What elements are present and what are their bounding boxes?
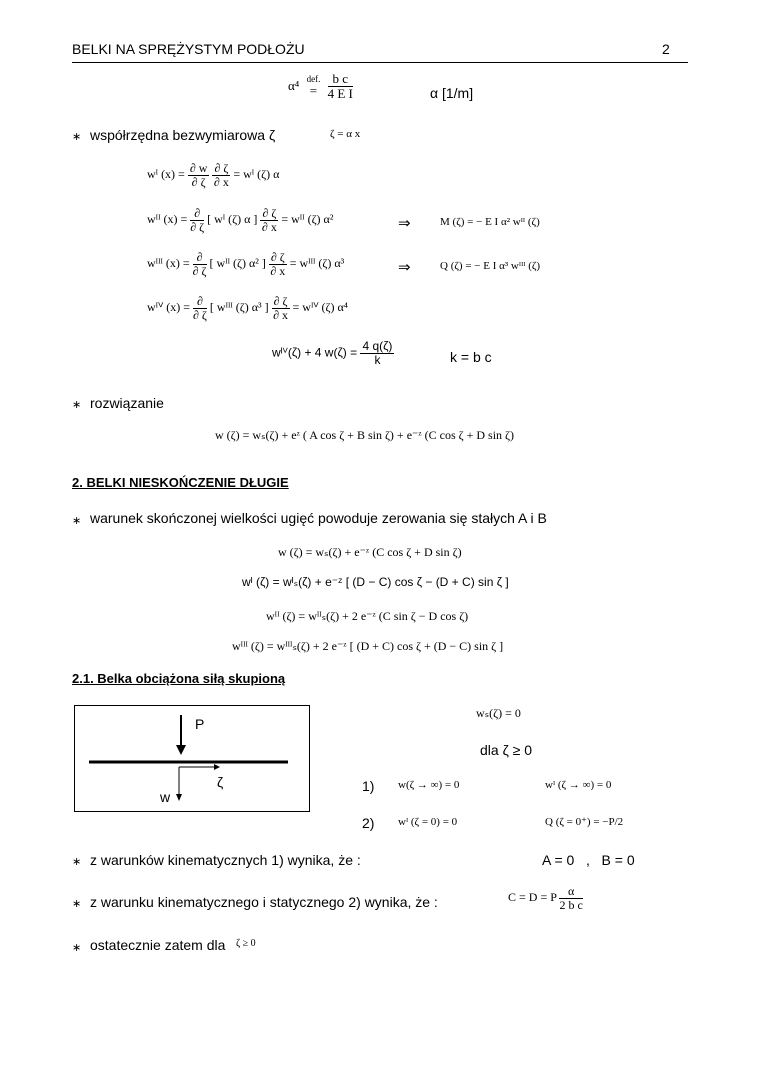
def-equals: = bbox=[309, 83, 318, 99]
domain-condition: dla ζ ≥ 0 bbox=[480, 742, 532, 758]
k-definition: k = b c bbox=[450, 349, 492, 365]
w-axis-head bbox=[176, 794, 182, 801]
bullet-text-finite-deflection: warunek skończonej wielkości ugięć powoduje zerowania się stałych A i B bbox=[90, 510, 547, 526]
d2-lhs: wᴵᴵ (x) = bbox=[147, 211, 188, 226]
alpha-def-numerator: b c bbox=[328, 72, 353, 87]
d2-frac-den: ∂ ζ bbox=[190, 219, 205, 234]
bullet-marker: ∗ bbox=[72, 515, 82, 527]
d3-frac2-num: ∂ ζ bbox=[270, 250, 285, 264]
beam-diagram bbox=[74, 705, 310, 812]
load-arrow-head bbox=[176, 745, 186, 755]
bullet-marker: ∗ bbox=[72, 898, 82, 910]
section-title-infinite-beams: 2. BELKI NIESKOŃCZENIE DŁUGIE bbox=[72, 475, 289, 490]
bullet-text-kinematic-static: z warunku kinematycznego i statycznego 2) wynika, że : bbox=[90, 894, 438, 910]
page-header-title: BELKI NA SPRĘŻYSTYM PODŁOŻU bbox=[72, 41, 305, 57]
d1-frac1-num: ∂ w bbox=[189, 161, 208, 175]
condition-1a: w(ζ → ∞) = 0 bbox=[398, 779, 460, 791]
cd-lhs: C = D = P bbox=[508, 889, 557, 904]
d4-lhs: wᴵⱽ (x) = bbox=[147, 299, 190, 314]
d4-frac-num: ∂ bbox=[193, 295, 207, 309]
cd-numerator: α bbox=[559, 885, 582, 899]
d4-frac2-num: ∂ ζ bbox=[273, 294, 288, 308]
main-eq-denominator: k bbox=[374, 352, 381, 367]
condition-2-number: 2) bbox=[362, 815, 375, 831]
deflection-axis-label: w bbox=[160, 789, 171, 805]
main-eq-lhs: wᴵⱽ(ζ) + 4 w(ζ) = bbox=[272, 345, 358, 360]
d3-frac-num: ∂ bbox=[193, 251, 207, 265]
zeta-definition: ζ = α x bbox=[330, 128, 361, 140]
bullet-text-coordinate: współrzędna bezwymiarowa ζ bbox=[90, 127, 276, 143]
sec2-eq-w1: wᴵ (ζ) = wᴵₛ(ζ) + e⁻ᶻ [ (D − C) cos ζ − (D + C) sin ζ ] bbox=[242, 575, 509, 589]
alpha-definition bbox=[288, 72, 353, 100]
main-differential-equation bbox=[272, 340, 394, 366]
shear-equation: Q (ζ) = − E I α³ wᴵᴵᴵ (ζ) bbox=[440, 260, 541, 272]
d4-frac2-den: ∂ x bbox=[273, 307, 289, 322]
alpha-def-denominator: 4 E I bbox=[327, 85, 353, 101]
final-domain: ζ ≥ 0 bbox=[236, 938, 256, 949]
d3-frac2-den: ∂ x bbox=[270, 263, 286, 278]
load-label: P bbox=[195, 716, 205, 732]
general-solution: w (ζ) = wₛ(ζ) + eᶻ ( A cos ζ + B sin ζ) + e⁻ᶻ (C cos ζ + D sin ζ) bbox=[215, 428, 515, 442]
bullet-marker: ∗ bbox=[72, 131, 82, 143]
alpha-def-lhs: α⁴ bbox=[288, 78, 300, 94]
page-number: 2 bbox=[662, 41, 670, 57]
d3-rhs: = wᴵᴵᴵ (ζ) α³ bbox=[289, 255, 345, 270]
implies-arrow-icon: ⇒ bbox=[398, 215, 411, 232]
bullet-text-solution: rozwiązanie bbox=[90, 395, 164, 411]
bullet-marker: ∗ bbox=[72, 399, 82, 411]
zeta-axis-head bbox=[214, 764, 220, 770]
derivative-2 bbox=[147, 207, 333, 233]
d2-rhs: = wᴵᴵ (ζ) α² bbox=[281, 211, 334, 226]
zeta-axis-label: ζ bbox=[217, 774, 224, 790]
cd-result bbox=[508, 885, 583, 911]
ws-zero: wₛ(ζ) = 0 bbox=[476, 706, 521, 720]
condition-1-number: 1) bbox=[362, 778, 375, 794]
ab-result: A = 0 , B = 0 bbox=[542, 852, 635, 868]
alpha-unit: α [1/m] bbox=[430, 85, 474, 101]
condition-1b: wᴵ (ζ → ∞) = 0 bbox=[545, 779, 612, 791]
d1-frac1-den: ∂ ζ bbox=[191, 174, 206, 189]
bullet-marker: ∗ bbox=[72, 856, 82, 868]
d2-bracket: [ wᴵ (ζ) α ] bbox=[207, 211, 258, 226]
d4-frac-den: ∂ ζ bbox=[193, 307, 207, 322]
section-title-point-load: 2.1. Belka obciążona siłą skupioną bbox=[72, 671, 286, 686]
d4-bracket: [ wᴵᴵᴵ (ζ) α³ ] bbox=[209, 299, 269, 314]
moment-equation: M (ζ) = − E I α² wᴵᴵ (ζ) bbox=[440, 216, 540, 228]
sec2-eq-w3: wᴵᴵᴵ (ζ) = wᴵᴵᴵₛ(ζ) + 2 e⁻ᶻ [ (D + C) cos ζ + (D − C) sin ζ ] bbox=[232, 639, 504, 653]
derivative-1 bbox=[147, 162, 279, 188]
d4-rhs: = wᴵⱽ (ζ) α⁴ bbox=[292, 299, 348, 314]
condition-2a: wᴵ (ζ = 0) = 0 bbox=[398, 816, 458, 828]
d2-frac2-den: ∂ x bbox=[261, 219, 277, 234]
d3-frac-den: ∂ ζ bbox=[192, 263, 207, 278]
header-rule bbox=[72, 62, 688, 63]
d1-frac2-den: ∂ x bbox=[213, 174, 229, 189]
sec2-eq-w: w (ζ) = wₛ(ζ) + e⁻ᶻ (C cos ζ + D sin ζ) bbox=[278, 545, 462, 559]
bullet-text-kinematic: z warunków kinematycznych 1) wynika, że : bbox=[90, 852, 361, 868]
bullet-marker: ∗ bbox=[72, 942, 82, 954]
d1-frac2-num: ∂ ζ bbox=[214, 161, 229, 175]
derivative-4 bbox=[147, 295, 348, 321]
d1-rhs: = wᴵ (ζ) α bbox=[233, 166, 280, 181]
beam-figure bbox=[74, 705, 310, 812]
bullet-text-finally: ostatecznie zatem dla bbox=[90, 937, 226, 953]
d2-frac2-num: ∂ ζ bbox=[262, 206, 277, 220]
derivative-3 bbox=[147, 251, 344, 277]
def-label: def. bbox=[306, 74, 321, 85]
d2-frac-num: ∂ bbox=[190, 207, 204, 221]
implies-arrow-icon: ⇒ bbox=[398, 259, 411, 276]
sec2-eq-w2: wᴵᴵ (ζ) = wᴵᴵₛ(ζ) + 2 e⁻ᶻ (C sin ζ − D cos ζ) bbox=[266, 609, 469, 623]
d3-lhs: wᴵᴵᴵ (x) = bbox=[147, 255, 190, 270]
d3-bracket: [ wᴵᴵ (ζ) α² ] bbox=[209, 255, 266, 270]
condition-2b: Q (ζ = 0⁺) = −P/2 bbox=[545, 816, 624, 828]
main-eq-numerator: 4 q(ζ) bbox=[362, 339, 393, 353]
d1-lhs: wᴵ (x) = bbox=[147, 166, 185, 181]
cd-denominator: 2 b c bbox=[559, 897, 583, 912]
